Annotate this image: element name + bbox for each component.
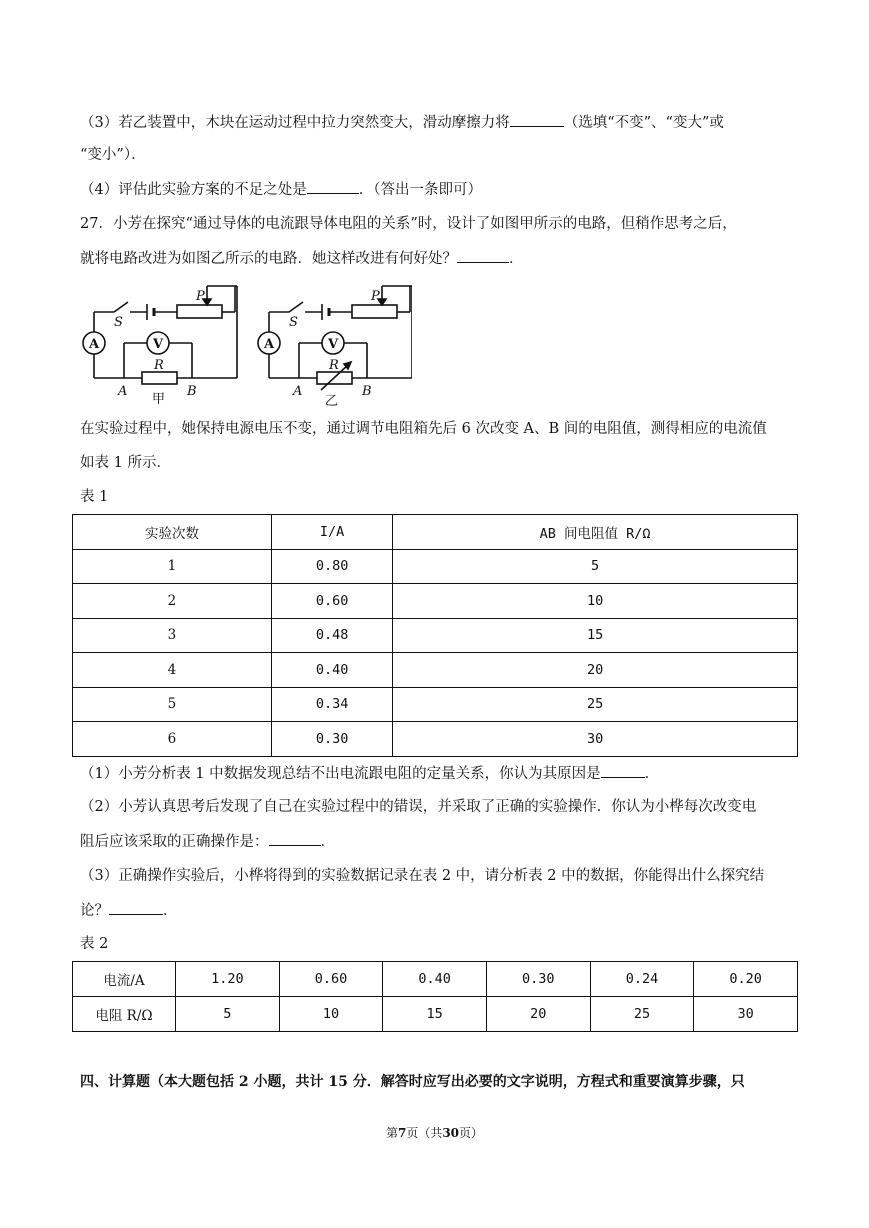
q27-sub2-text-b: 阻后应该采取的正确操作是： xyxy=(80,834,269,850)
node-b-label: B xyxy=(362,384,372,399)
table2-caption xyxy=(80,934,108,954)
table-cell: 5 xyxy=(176,997,280,1032)
table-cell: 20 xyxy=(486,997,590,1032)
node-a-label: A xyxy=(118,384,128,399)
switch-lever xyxy=(114,302,128,312)
q27-sub2-line1 xyxy=(80,797,756,817)
table-cell: 0.40 xyxy=(271,653,392,688)
table-cell: 0.40 xyxy=(383,962,487,997)
table-cell: 0.30 xyxy=(486,962,590,997)
table1-caption xyxy=(80,487,108,507)
table-row xyxy=(73,584,798,619)
switch-label: S xyxy=(114,315,123,330)
footer-total-pages: 30 xyxy=(442,1126,460,1140)
voltmeter-label: V xyxy=(153,337,164,352)
node-a-label: A xyxy=(293,384,303,399)
table-cell: 30 xyxy=(694,997,798,1032)
q27-intro-text-2: 就将电路改进为如图乙所示的电路．她这样改进有何好处？ xyxy=(80,251,457,267)
table-row xyxy=(73,549,798,584)
q27-sub2-text-a: （2）小芳认真思考后发现了自己在实验过程中的错误，并采取了正确的实验操作．你认为小桦每次改变电 xyxy=(80,799,757,815)
answer-blank[interactable] xyxy=(307,179,359,194)
table-row xyxy=(73,962,798,997)
q27-period: ． xyxy=(644,766,660,782)
q27-sub3-text-b: 论？ xyxy=(80,903,109,919)
q26-part3-text-c: “变小”）． xyxy=(80,147,146,163)
figure-jia-label: 甲 xyxy=(152,392,166,407)
resistor-label: R xyxy=(329,358,339,373)
q27-sub2-line2 xyxy=(80,831,335,852)
table-row-header: 电流/A xyxy=(73,962,176,997)
table-header-row xyxy=(73,515,798,550)
figure-yi-label: 乙 xyxy=(325,394,339,409)
table1-caption-text: 表 1 xyxy=(80,489,109,505)
table-cell: 10 xyxy=(279,997,383,1032)
answer-blank[interactable] xyxy=(269,831,321,846)
answer-blank[interactable] xyxy=(457,248,509,263)
table2-caption-text: 表 2 xyxy=(80,936,109,952)
resistor-label: R xyxy=(154,358,164,373)
table-cell: 25 xyxy=(393,687,798,722)
table1 xyxy=(72,514,798,757)
q26-part3-line1 xyxy=(80,112,724,133)
slider-label: P xyxy=(371,289,380,304)
table-cell: 15 xyxy=(393,618,798,653)
q27-period: ． xyxy=(320,834,335,850)
q27-sub3-line1 xyxy=(80,866,764,886)
q27-intro-line1 xyxy=(80,214,737,234)
table-cell: 2 xyxy=(73,584,272,619)
table-cell: 0.24 xyxy=(590,962,694,997)
q26-part4-text-a: （4）评估此实验方案的不足之处是 xyxy=(80,182,307,198)
voltmeter-label: V xyxy=(328,337,339,352)
q27-process-line2 xyxy=(80,453,171,473)
node-b-label: B xyxy=(187,384,197,399)
table-header-cell: I/A xyxy=(271,515,392,550)
table-cell: 5 xyxy=(393,549,798,584)
table-cell: 20 xyxy=(393,653,798,688)
table-header-cell: 实验次数 xyxy=(73,515,272,550)
q26-part3-text-b: （选填“不变”、“变大”或 xyxy=(563,115,724,131)
answer-blank[interactable] xyxy=(510,112,564,127)
table2 xyxy=(72,961,798,1032)
table-cell: 10 xyxy=(393,584,798,619)
table-row xyxy=(73,687,798,722)
answer-blank[interactable] xyxy=(601,763,645,778)
table-row xyxy=(73,653,798,688)
table-row xyxy=(73,997,798,1032)
table-cell: 30 xyxy=(393,722,798,757)
q27-period: ． xyxy=(163,903,178,919)
ammeter-label: A xyxy=(89,337,100,352)
table-cell: 3 xyxy=(73,618,272,653)
circuit-figure xyxy=(72,280,412,410)
q27-process-text-1: 在实验过程中，她保持电源电压不变，通过调节电阻箱先后 6 次改变 A、B 间的电阻值，测得相应的电流值 xyxy=(80,421,767,437)
q27-period: ． xyxy=(509,251,524,267)
table-cell: 25 xyxy=(590,997,694,1032)
table-cell: 4 xyxy=(73,653,272,688)
table-cell: 5 xyxy=(73,687,272,722)
footer-suffix: 页） xyxy=(459,1126,484,1140)
q27-sub1-text: （1）小芳分析表 1 中数据发现总结不出电流跟电阻的定量关系，你认为其原因是 xyxy=(80,766,601,782)
table-cell: 0.20 xyxy=(694,962,798,997)
section4-heading xyxy=(80,1072,745,1092)
table-cell: 0.60 xyxy=(279,962,383,997)
switch-label: S xyxy=(289,315,298,330)
ammeter-label: A xyxy=(264,337,275,352)
footer-mid: 页（共 xyxy=(406,1126,443,1140)
table-row xyxy=(73,722,798,757)
slider-label: P xyxy=(196,289,205,304)
table-cell: 0.34 xyxy=(271,687,392,722)
section4-heading-text: 四、计算题（本大题包括 2 小题，共计 15 分．解答时应写出必要的文字说明，方程式和重要演算步骤，只 xyxy=(80,1074,745,1090)
table-cell: 0.30 xyxy=(271,722,392,757)
q27-sub3-line2 xyxy=(80,900,178,921)
table-cell: 0.80 xyxy=(271,549,392,584)
q26-part4-text-b: ．（答出一条即可） xyxy=(358,182,482,198)
table-cell: 6 xyxy=(73,722,272,757)
q26-part3-text-a: （3）若乙装置中，木块在运动过程中拉力突然变大，滑动摩擦力将 xyxy=(80,115,510,131)
footer-page-number: 7 xyxy=(397,1126,407,1140)
table-cell: 0.48 xyxy=(271,618,392,653)
q26-part4-line xyxy=(80,179,482,200)
q27-process-line1 xyxy=(80,419,767,439)
table-cell: 0.60 xyxy=(271,584,392,619)
table-cell: 1 xyxy=(73,549,272,584)
q27-sub3-text-a: （3）正确操作实验后，小桦将得到的实验数据记录在表 2 中，请分析表 2 中的数据，你能得出什么探究结 xyxy=(80,868,765,884)
footer-prefix: 第 xyxy=(385,1126,398,1140)
table-cell: 1.20 xyxy=(176,962,280,997)
table-header-cell: AB 间电阻值 R/Ω xyxy=(393,515,798,550)
q27-intro-line2 xyxy=(80,248,524,269)
table-row xyxy=(73,618,798,653)
q27-intro-text-1: 27．小芳在探究“通过导体的电流跟导体电阻的关系”时，设计了如图甲所示的电路，但稍作思考之后， xyxy=(80,216,737,232)
q27-process-text-2: 如表 1 所示． xyxy=(80,455,171,471)
answer-blank[interactable] xyxy=(109,900,163,915)
page-footer xyxy=(0,1124,869,1141)
table-cell: 15 xyxy=(383,997,487,1032)
table-row-header: 电阻 R/Ω xyxy=(73,997,176,1032)
q27-sub1-line xyxy=(80,763,659,784)
q26-part3-line2 xyxy=(80,145,146,165)
